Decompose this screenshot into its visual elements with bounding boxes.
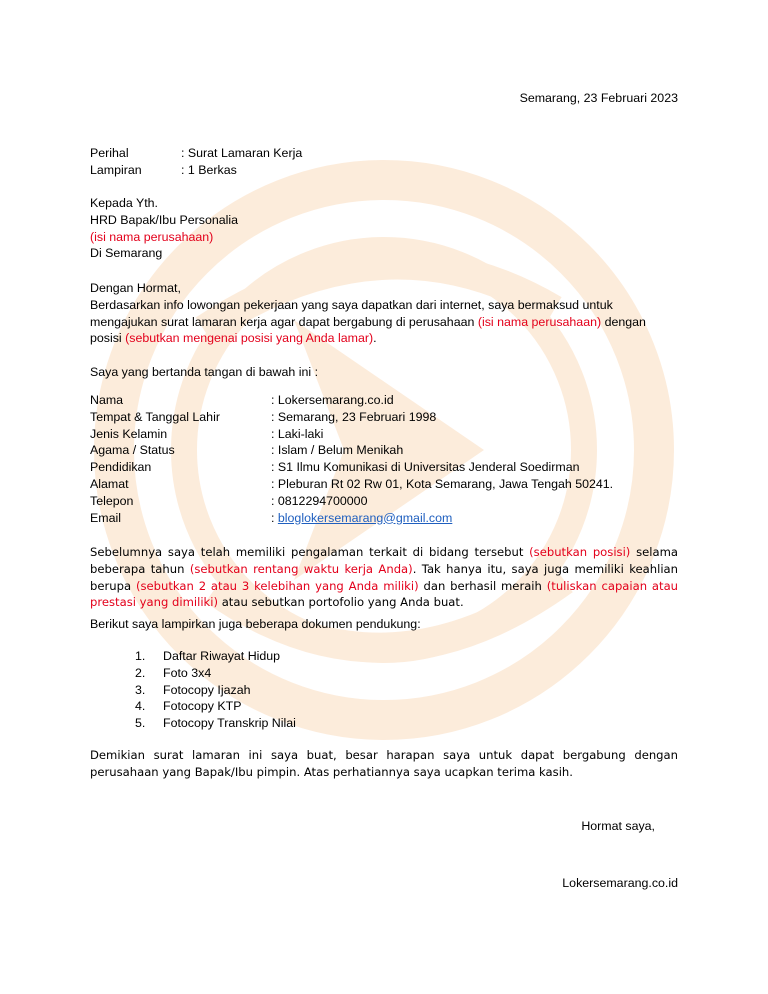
field-label: Nama xyxy=(90,393,124,407)
email-link[interactable]: bloglokersemarang@gmail.com xyxy=(277,510,453,525)
experience-paragraph xyxy=(90,544,678,611)
list-number: 2. xyxy=(135,665,146,680)
field-label: Tempat & Tanggal Lahir xyxy=(90,409,220,424)
experience-text: . Tak hanya itu, saya juga memiliki keahlian berupa xyxy=(90,561,678,593)
list-label: Foto 3x4 xyxy=(163,665,212,680)
opening-text: posisi xyxy=(90,331,122,346)
place-date: Semarang, 23 Februari 2023 xyxy=(519,91,678,105)
opening-text: dengan xyxy=(604,314,646,329)
recipient-line: HRD Bapak/Ibu Personalia xyxy=(90,212,239,227)
field-value: : Semarang, 23 Februari 1998 xyxy=(271,409,437,424)
recipient-line: Kepada Yth. xyxy=(90,196,158,210)
list-item xyxy=(135,715,296,732)
list-label: Fotocopy Transkrip Nilai xyxy=(163,716,296,731)
duration-placeholder: (sebutkan rentang waktu kerja Anda) xyxy=(189,561,413,576)
field-value: : Pleburan Rt 02 Rw 01, Kota Semarang, Jawa Tengah 50241. xyxy=(271,476,614,491)
field-value: : Laki-laki xyxy=(271,426,324,441)
field-label: Telepon xyxy=(90,493,134,508)
field-label: Email xyxy=(90,510,121,525)
experience-text: Sebelumnya saya telah memiliki pengalaman terkait di bidang tersebut xyxy=(90,545,524,559)
list-label: Fotocopy KTP xyxy=(163,699,242,714)
list-number: 1. xyxy=(135,649,146,663)
opening-line xyxy=(90,330,646,347)
opening-text: mengajukan surat lamaran kerja agar dapat bergabung di perusahaan xyxy=(90,314,475,329)
field-value: : 0812294700000 xyxy=(271,493,368,508)
meta-label-lampiran: Lampiran xyxy=(90,162,142,177)
salutation: Dengan Hormat, xyxy=(90,281,181,295)
company-placeholder: (isi nama perusahaan) xyxy=(90,229,214,244)
achievement-placeholder: (tuliskan capaian atau prestasi yang dimiliki) xyxy=(90,578,679,610)
opening-line: Berdasarkan info lowongan pekerjaan yang saya dapatkan dari internet, saya bermaksud untuk xyxy=(90,297,613,312)
company-placeholder-inline: (isi nama perusahaan) xyxy=(477,314,602,329)
list-number: 3. xyxy=(135,682,146,697)
opening-line xyxy=(90,314,646,331)
regards: Hormat saya, xyxy=(581,819,655,833)
recipient-line: Di Semarang xyxy=(90,246,163,261)
field-label: Jenis Kelamin xyxy=(90,426,168,441)
list-number: 4. xyxy=(135,699,146,714)
opening-text: . xyxy=(373,331,377,346)
field-label: Alamat xyxy=(90,476,129,491)
recipient-block xyxy=(90,195,238,262)
list-item xyxy=(135,698,296,715)
opening-block xyxy=(90,280,646,347)
list-number: 5. xyxy=(135,716,146,731)
list-label: Fotocopy Ijazah xyxy=(163,682,251,697)
field-label: Pendidikan xyxy=(90,460,152,475)
field-value: : Lokersemarang.co.id xyxy=(271,393,394,407)
experience-text: selama beberapa tahun xyxy=(90,545,678,576)
position-placeholder: (sebutkan posisi) xyxy=(529,545,631,559)
list-label: Daftar Riwayat Hidup xyxy=(163,649,281,663)
intro-line: Saya yang bertanda tangan di bawah ini : xyxy=(90,365,319,379)
closing-paragraph: Demikian surat lamaran ini saya buat, besar harapan saya untuk dapat bergabung dengan perusahaan yang Bapak/Ibu pimpin. Atas perhatiannya saya ucapkan terima kasih. xyxy=(90,748,678,779)
attachments-intro: Berikut saya lampirkan juga beberapa dokumen pendukung: xyxy=(90,617,421,631)
meta-label-perihal: Perihal xyxy=(90,146,129,160)
attachments-list xyxy=(135,648,296,732)
experience-text: atau sebutkan portofolio yang Anda buat. xyxy=(221,595,464,610)
list-item xyxy=(135,682,296,699)
meta-value-lampiran: : 1 Berkas xyxy=(181,162,237,177)
personal-data-table xyxy=(90,392,613,526)
experience-text: dan berhasil meraih xyxy=(423,578,542,593)
list-item xyxy=(135,648,296,665)
meta-value-perihal: : Surat Lamaran Kerja xyxy=(181,146,303,160)
field-colon: : xyxy=(271,510,278,525)
signature-name: Lokersemarang.co.id xyxy=(562,876,678,890)
skills-placeholder: (sebutkan 2 atau 3 kelebihan yang Anda miliki) xyxy=(135,578,419,593)
position-placeholder: (sebutkan mengenai posisi yang Anda lamar) xyxy=(125,331,374,346)
field-value: : S1 Ilmu Komunikasi di Universitas Jenderal Soedirman xyxy=(271,460,580,475)
list-item xyxy=(135,665,296,682)
letter-meta xyxy=(90,145,302,179)
field-label: Agama / Status xyxy=(90,443,175,458)
field-value: : Islam / Belum Menikah xyxy=(271,443,404,458)
